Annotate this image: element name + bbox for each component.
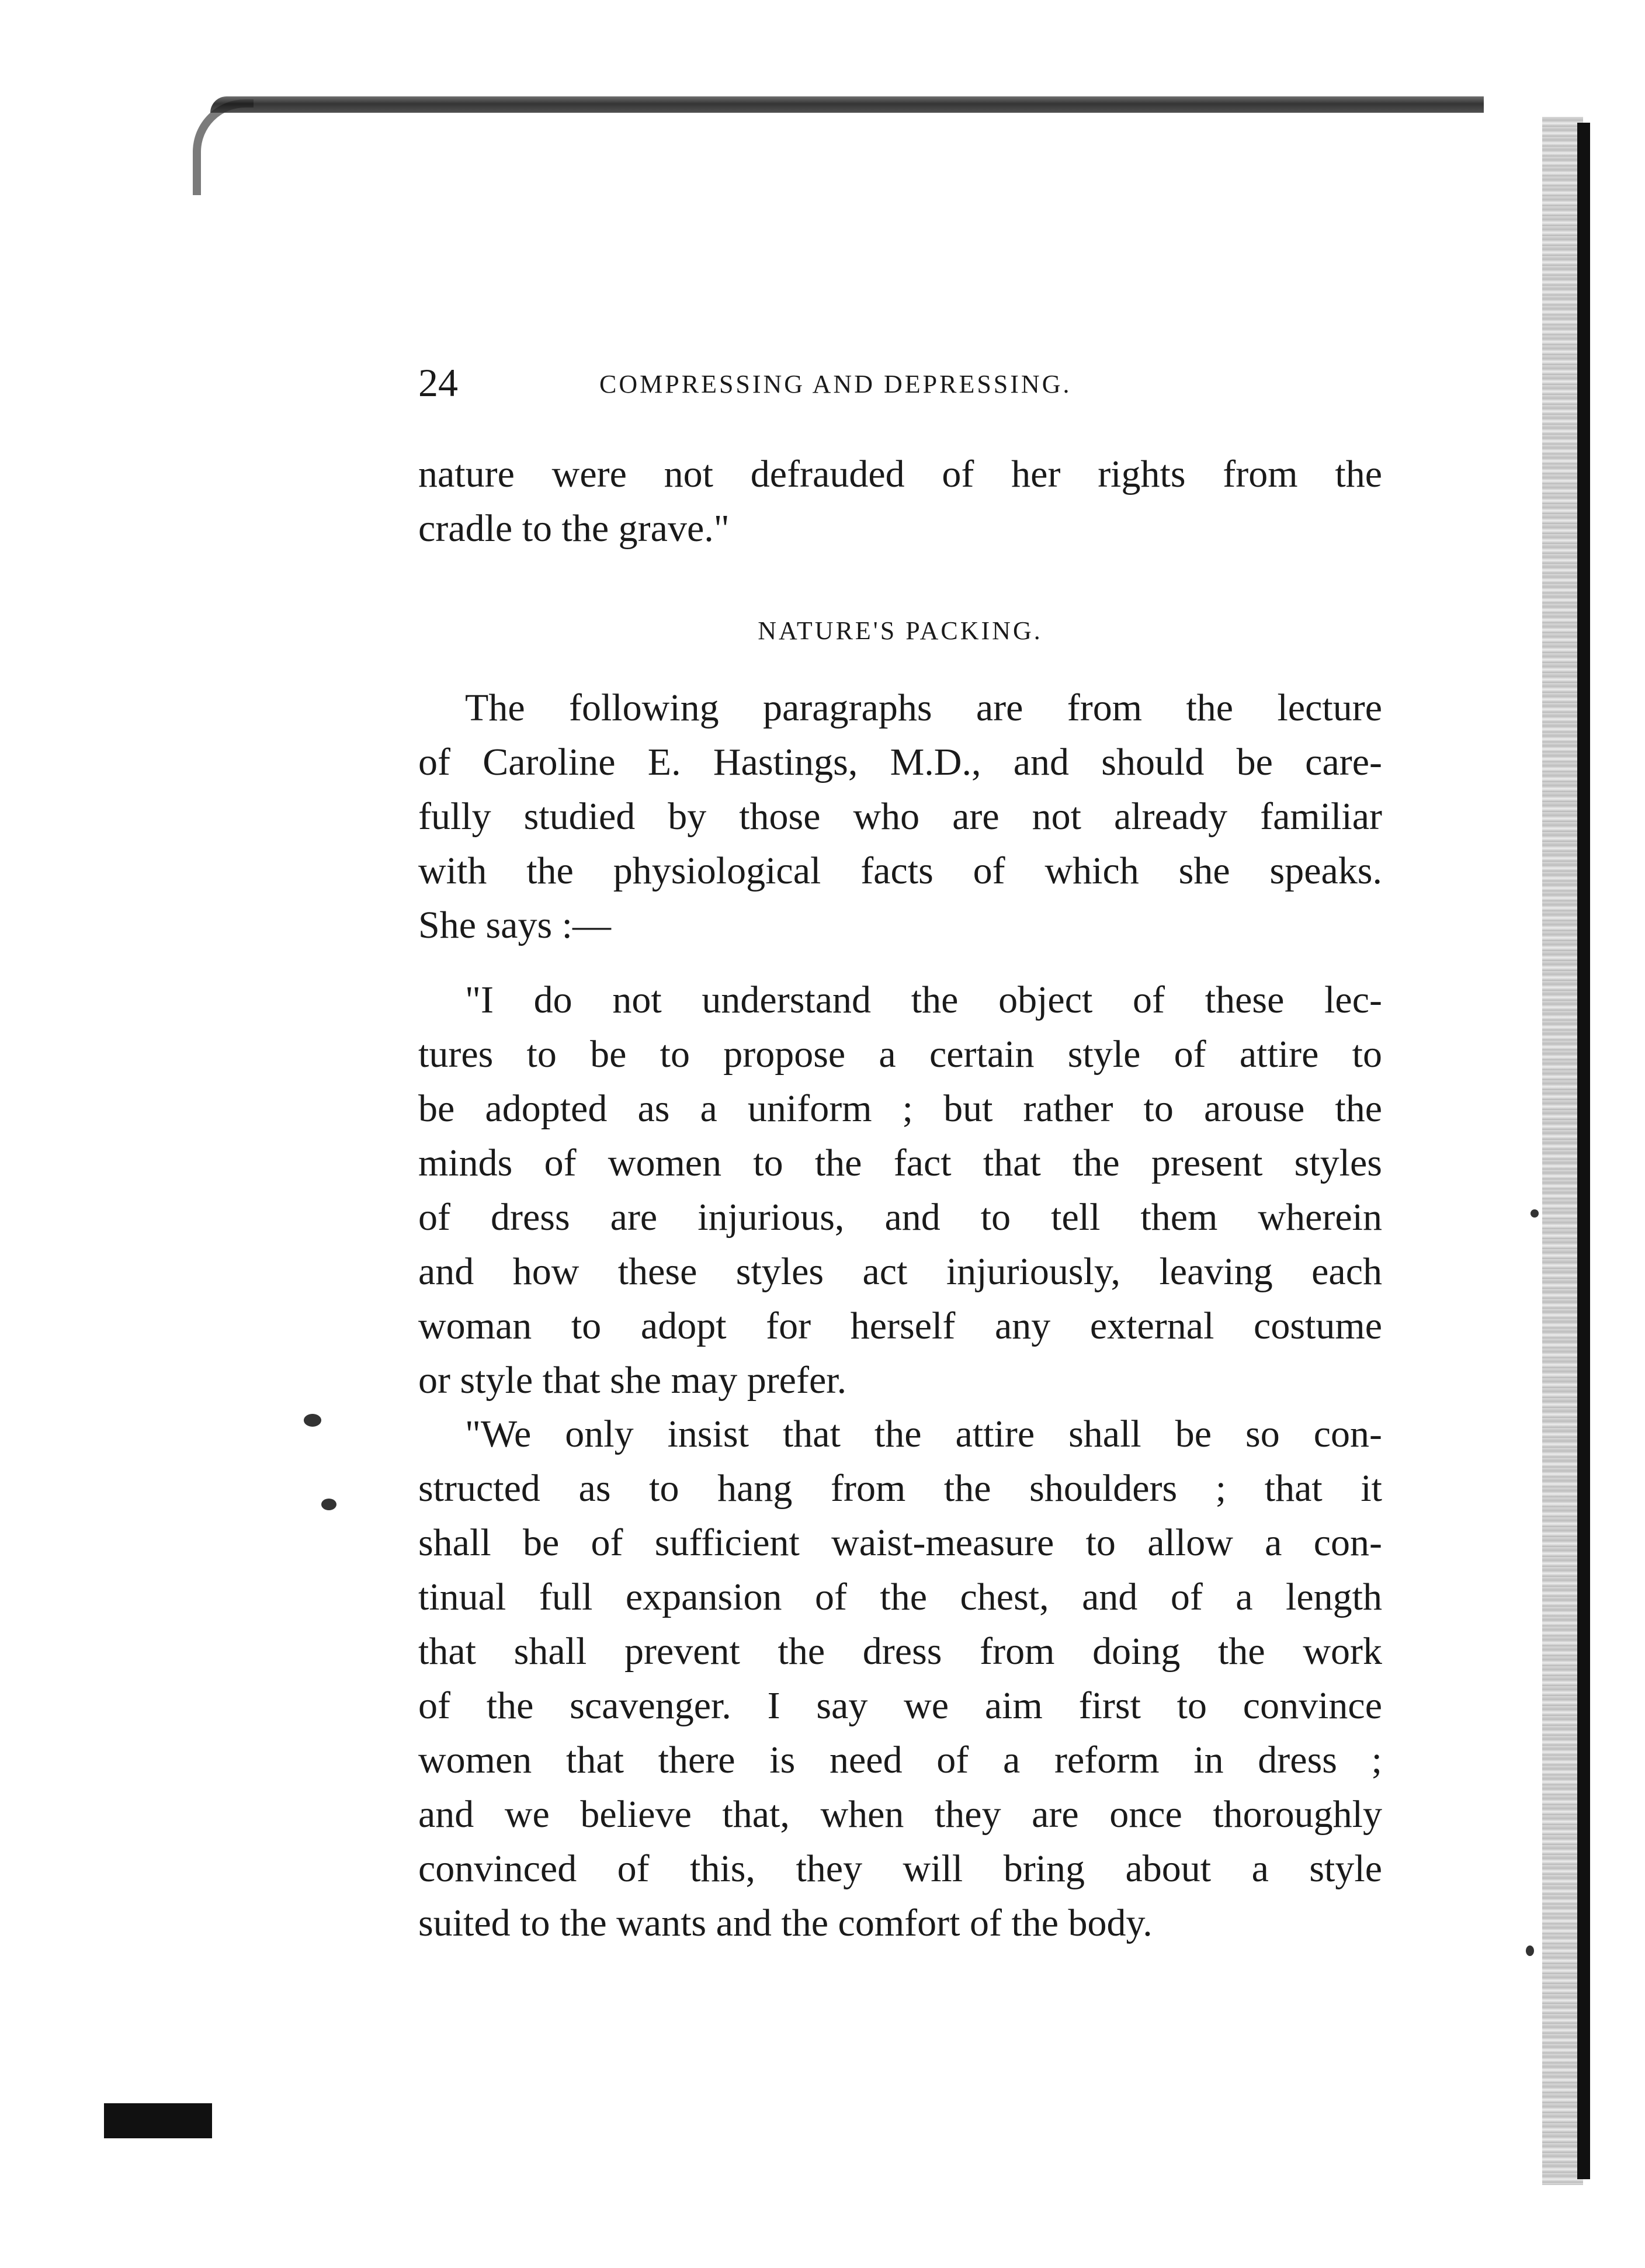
paragraph-quote-1	[418, 973, 1382, 1407]
text-line: suited to the wants and the comfort of the body.	[418, 1902, 1153, 1944]
text-line: tinual full expansion of the chest, and of a length	[418, 1576, 1382, 1618]
page-number: 24	[418, 360, 458, 405]
text-line: of the scavenger. I say we aim first to convince	[418, 1684, 1382, 1727]
running-header	[418, 356, 1382, 409]
text-line: cradle to the grave."	[418, 507, 730, 550]
text-line: The following paragraphs are from the lecture	[465, 686, 1382, 729]
scan-speck	[304, 1414, 321, 1427]
text-line: tures to be to propose a certain style of attire to	[418, 1033, 1382, 1076]
text-line: or style that she may prefer.	[418, 1359, 847, 1402]
scan-speck	[321, 1499, 336, 1510]
scan-border-curve	[193, 99, 254, 195]
text-line: "We only insist that the attire shall be so con-	[465, 1413, 1382, 1455]
text-line: fully studied by those who are not already familiar	[418, 795, 1382, 838]
text-line: and how these styles act injuriously, leaving each	[418, 1250, 1382, 1293]
paragraph-intro-lecture	[418, 681, 1382, 952]
text-line: that shall prevent the dress from doing the work	[418, 1630, 1382, 1673]
scan-speck	[1531, 1209, 1539, 1218]
text-line: with the physiological facts of which she speaks.	[418, 849, 1382, 892]
text-line: shall be of sufficient waist-measure to allow a con-	[418, 1521, 1382, 1564]
text-line: be adopted as a uniform ; but rather to arouse the	[418, 1087, 1382, 1130]
paragraph-quote-2	[418, 1407, 1382, 1950]
text-line: structed as to hang from the shoulders ; that it	[418, 1467, 1382, 1510]
text-line: of Caroline E. Hastings, M.D., and should be care-	[418, 741, 1382, 783]
text-line: women that there is need of a reform in dress ;	[418, 1739, 1382, 1781]
running-head-title: COMPRESSING AND DEPRESSING.	[599, 370, 1072, 398]
text-line: woman to adopt for herself any external costume	[418, 1305, 1382, 1347]
text-line: and we believe that, when they are once thoroughly	[418, 1793, 1382, 1836]
section-heading: NATURE'S PACKING.	[758, 616, 1043, 645]
text-line: minds of women to the fact that the present styles	[418, 1142, 1382, 1184]
scan-right-edge	[1577, 123, 1590, 2179]
text-line: convinced of this, they will bring about a style	[418, 1847, 1382, 1890]
text-line: "I do not understand the object of these lec-	[465, 979, 1382, 1021]
text-line: of dress are injurious, and to tell them wherein	[418, 1196, 1382, 1239]
intro-paragraph	[418, 447, 1382, 556]
text-line: She says :—	[418, 904, 611, 946]
scan-bottom-left-bar	[104, 2103, 212, 2138]
scan-top-border	[210, 96, 1484, 113]
text-line: nature were not defrauded of her rights from the	[418, 453, 1382, 495]
scan-speck	[1526, 1946, 1534, 1956]
